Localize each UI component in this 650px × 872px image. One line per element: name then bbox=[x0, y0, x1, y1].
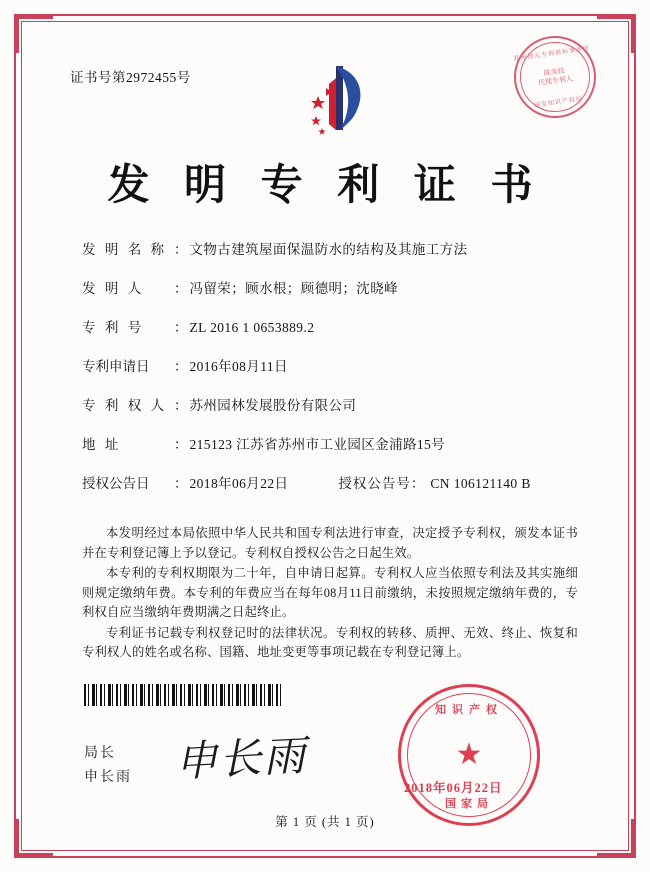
agency-stamp-mid-line2: 代理专利人 bbox=[537, 75, 574, 88]
signature-role-label: 局长 bbox=[84, 746, 116, 761]
seal-star-icon: ★ bbox=[455, 738, 483, 771]
body-paragraph-1: 本发明经过本局依照中华人民共和国专利法进行审查，决定授予专利权，颁发本证书并在专利登记簿上予以登记。专利权自授权公告之日起生效。 bbox=[82, 526, 578, 560]
body-paragraph-3: 专利证书记载专利权登记时的法律状况。专利权的转移、质押、无效、终止、恢复和专利权人的姓名或名称、国籍、地址变更等事项记载在专利登记簿上。 bbox=[82, 625, 578, 659]
patent-office-logo-icon bbox=[296, 58, 378, 140]
field-patentee bbox=[82, 394, 580, 414]
field-invention-name-colon: ： bbox=[174, 242, 188, 257]
field-grant-number-colon: ： bbox=[410, 476, 425, 491]
field-inventors-value: 冯留荣；顾水根；顾德明；沈晓峰 bbox=[189, 281, 398, 296]
agency-stamp-top-text: 苏州创元专利商标事务所 bbox=[513, 45, 591, 63]
official-seal-date: 2018年06月22日 bbox=[404, 781, 503, 795]
certificate-fields bbox=[82, 238, 580, 511]
signature-name-label: 申长雨 bbox=[84, 770, 132, 785]
official-seal-top-text: 知识产权 bbox=[435, 704, 503, 716]
certificate-number: 证书号第2972455号 bbox=[70, 70, 191, 85]
field-patentee-label: 专 利 权 人 bbox=[82, 398, 168, 413]
field-grant-number-label: 授权公告号 bbox=[338, 476, 411, 491]
field-patent-number-colon: ： bbox=[174, 320, 188, 335]
handwritten-signature: 申长雨 bbox=[173, 730, 309, 787]
field-address bbox=[82, 433, 580, 453]
field-grant-number-value: CN 106121140 B bbox=[430, 476, 531, 491]
field-application-date-colon: ： bbox=[174, 359, 188, 374]
field-grant-date-value: 2018年06月22日 bbox=[189, 476, 289, 491]
field-invention-name-value: 文物古建筑屋面保温防水的结构及其施工方法 bbox=[189, 242, 468, 257]
field-inventors-label: 发 明 人 bbox=[82, 281, 145, 296]
body-paragraph-2: 本专利的专利权期限为二十年，自申请日起算。专利权人应当依照专利法及其实施细则规定缴纳年费。本专利的年费应当在每年08月11日前缴纳，未按照规定缴纳年费的，专利权自应当缴纳年费期满之日起终止。 bbox=[82, 566, 578, 619]
barcode bbox=[84, 684, 284, 706]
field-application-date-label: 专利申请日 bbox=[82, 359, 150, 374]
agency-stamp-bottom-text: 国家知识产权局 bbox=[533, 96, 584, 110]
page-footer: 第 1 页 (共 1 页) bbox=[275, 815, 375, 829]
official-seal-bottom-text: 国家局 bbox=[445, 798, 493, 810]
field-patent-number bbox=[82, 316, 580, 336]
field-application-date bbox=[82, 355, 580, 375]
field-address-value: 215123 江苏省苏州市工业园区金浦路15号 bbox=[189, 437, 446, 452]
field-inventors-colon: ： bbox=[174, 281, 188, 296]
page-title: 发 明 专 利 证 书 bbox=[107, 160, 543, 209]
field-patentee-colon: ： bbox=[174, 398, 188, 413]
field-application-date-value: 2016年08月11日 bbox=[189, 359, 288, 374]
agency-stamp-mid-line1: 陈美枝 bbox=[543, 67, 566, 78]
field-grant-date-label: 授权公告日 bbox=[82, 476, 150, 491]
field-patentee-value: 苏州园林发展股份有限公司 bbox=[189, 398, 357, 413]
field-grant-date-colon: ： bbox=[174, 476, 188, 491]
field-address-colon: ： bbox=[174, 437, 188, 452]
field-patent-number-label: 专 利 号 bbox=[82, 320, 145, 335]
corner-ornament-top-left bbox=[14, 14, 53, 53]
field-address-label: 地 址 bbox=[82, 437, 122, 452]
corner-ornament-top-right bbox=[597, 14, 636, 53]
field-invention-name-label: 发 明 名 称 bbox=[82, 242, 168, 257]
field-inventors bbox=[82, 277, 580, 297]
official-seal bbox=[398, 684, 540, 826]
field-grant-announcement bbox=[82, 472, 580, 492]
field-invention-name bbox=[82, 238, 580, 258]
certificate-body-text bbox=[82, 524, 578, 664]
field-patent-number-value: ZL 2016 1 0653889.2 bbox=[189, 320, 315, 335]
